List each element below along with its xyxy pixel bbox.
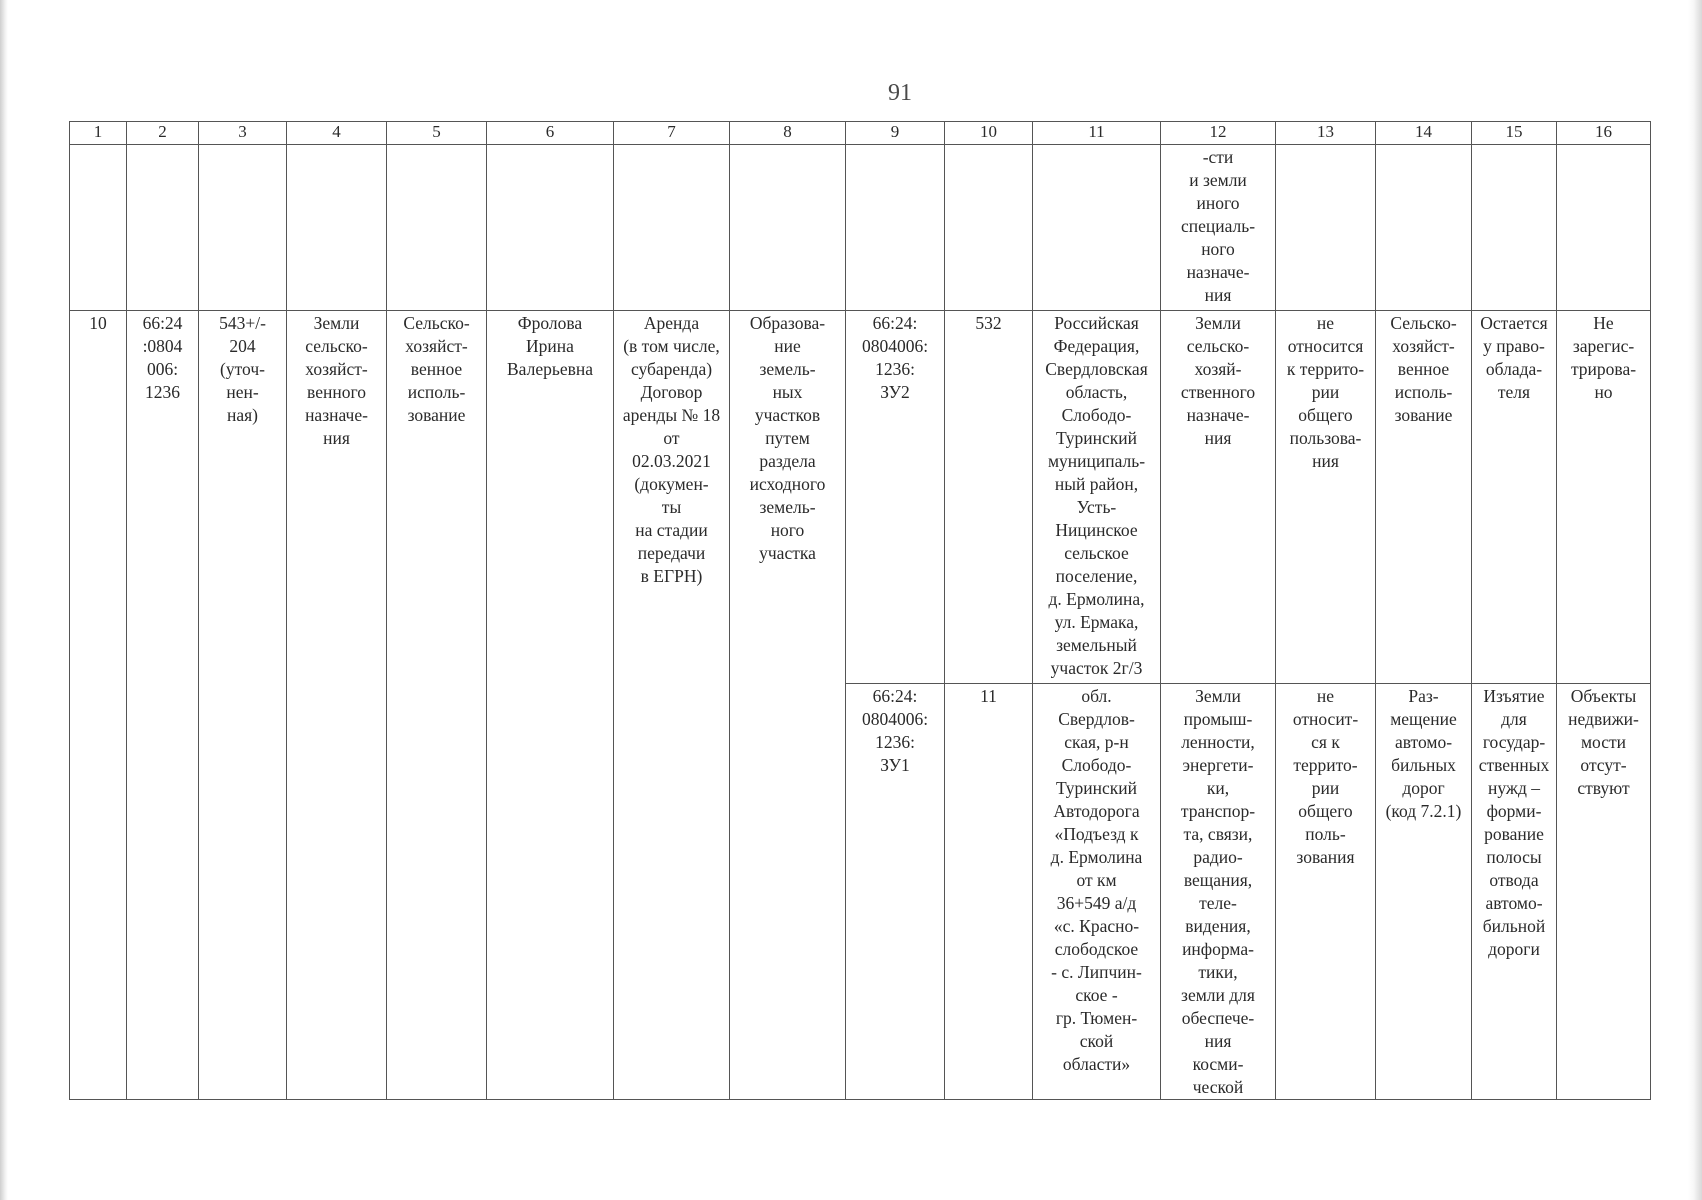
column-number-row (70, 122, 1651, 145)
column-number: 16 (1557, 122, 1651, 145)
part-category: Земли промыш- ленности, энергети- ки, транспор- та, связи, радио- вещания, теле- видения, информа- тики, земли для обеспече- ния косми- ческой (1161, 684, 1276, 1100)
land-register-table (69, 121, 1651, 1100)
empty-cell (387, 145, 487, 311)
empty-cell (1472, 145, 1557, 311)
empty-cell (1276, 145, 1376, 311)
part-designation: 66:24: 0804006: 1236: ЗУ1 (846, 684, 945, 1100)
column-number: 3 (199, 122, 287, 145)
land-category: Земли сельско- хозяйст- венного назначе- ния (287, 311, 387, 1100)
empty-cell (1033, 145, 1161, 311)
part-withdrawal: Остается у право- облада- теля (1472, 311, 1557, 684)
empty-cell (487, 145, 614, 311)
cadastral-number: 66:24 :0804 006: 1236 (127, 311, 199, 1100)
permitted-use: Сельско- хозяйст- венное исполь- зование (387, 311, 487, 1100)
continuation-row (70, 145, 1651, 311)
column-number: 7 (614, 122, 730, 145)
part-public-territory: не относит- ся к террито- рии общего поль- зования (1276, 684, 1376, 1100)
column-number: 8 (730, 122, 846, 145)
page-number: 91 (888, 80, 912, 106)
part-permitted-use: Сельско- хозяйст- венное исполь- зование (1376, 311, 1472, 684)
part-address: Российская Федерация, Свердловская область, Слободо- Туринский муниципаль- ный район, Усть- Ницинское сельское поселение, д. Ермолина, ул. Ермака, земельный участок 2г/3 (1033, 311, 1161, 684)
empty-cell (730, 145, 846, 311)
part-withdrawal: Изъятие для государ- ственных нужд – форми- рование полосы отвода автомо- бильной дороги (1472, 684, 1557, 1100)
part-public-territory: не относится к террито- рии общего пользова- ния (1276, 311, 1376, 684)
column-number: 13 (1276, 122, 1376, 145)
plot-area: 543+/- 204 (уточ- нен- ная) (199, 311, 287, 1100)
part-address: обл. Свердлов- ская, р-н Слободо- Туринский Автодорога «Подъезд к д. Ермолина от км 36+549 а/д «с. Красно- слободское - с. Липчин- ское - гр. Тюмен- ской области» (1033, 684, 1161, 1100)
right-holder: Фролова Ирина Валерьевна (487, 311, 614, 1100)
column-number: 11 (1033, 122, 1161, 145)
empty-cell (1376, 145, 1472, 311)
column-number: 4 (287, 122, 387, 145)
part-objects: Не зарегис- трирова- но (1557, 311, 1651, 684)
scan-edge-right (1688, 0, 1702, 1200)
empty-cell (945, 145, 1033, 311)
record-number: 10 (70, 311, 127, 1100)
empty-cell (70, 145, 127, 311)
part-designation: 66:24: 0804006: 1236: ЗУ2 (846, 311, 945, 684)
column-number: 12 (1161, 122, 1276, 145)
part-permitted-use: Раз- мещение автомо- бильных дорог (код 7.2.1) (1376, 684, 1472, 1100)
column-number: 2 (127, 122, 199, 145)
empty-cell (287, 145, 387, 311)
column-number: 10 (945, 122, 1033, 145)
column-number: 9 (846, 122, 945, 145)
empty-cell (846, 145, 945, 311)
column-number: 5 (387, 122, 487, 145)
part-area: 532 (945, 311, 1033, 684)
column-number: 6 (487, 122, 614, 145)
part-category: Земли сельско- хозяй- ственного назначе- ния (1161, 311, 1276, 684)
empty-cell (1557, 145, 1651, 311)
empty-cell (127, 145, 199, 311)
encumbrance: Аренда (в том числе, субаренда) Договор аренды № 18 от 02.03.2021 (докумен- ты на стадии передачи в ЕГРН) (614, 311, 730, 1100)
empty-cell (614, 145, 730, 311)
continued-land-category: -сти и земли иного специаль- ного назначе- ния (1161, 145, 1276, 311)
column-number: 15 (1472, 122, 1557, 145)
part-objects: Объекты недвижи- мости отсут- ствуют (1557, 684, 1651, 1100)
scan-edge-left (0, 0, 8, 1200)
column-number: 1 (70, 122, 127, 145)
empty-cell (199, 145, 287, 311)
record-row (70, 311, 1651, 684)
formation-method: Образова- ние земель- ных участков путем раздела исходного земель- ного участка (730, 311, 846, 1100)
column-number: 14 (1376, 122, 1472, 145)
part-area: 11 (945, 684, 1033, 1100)
